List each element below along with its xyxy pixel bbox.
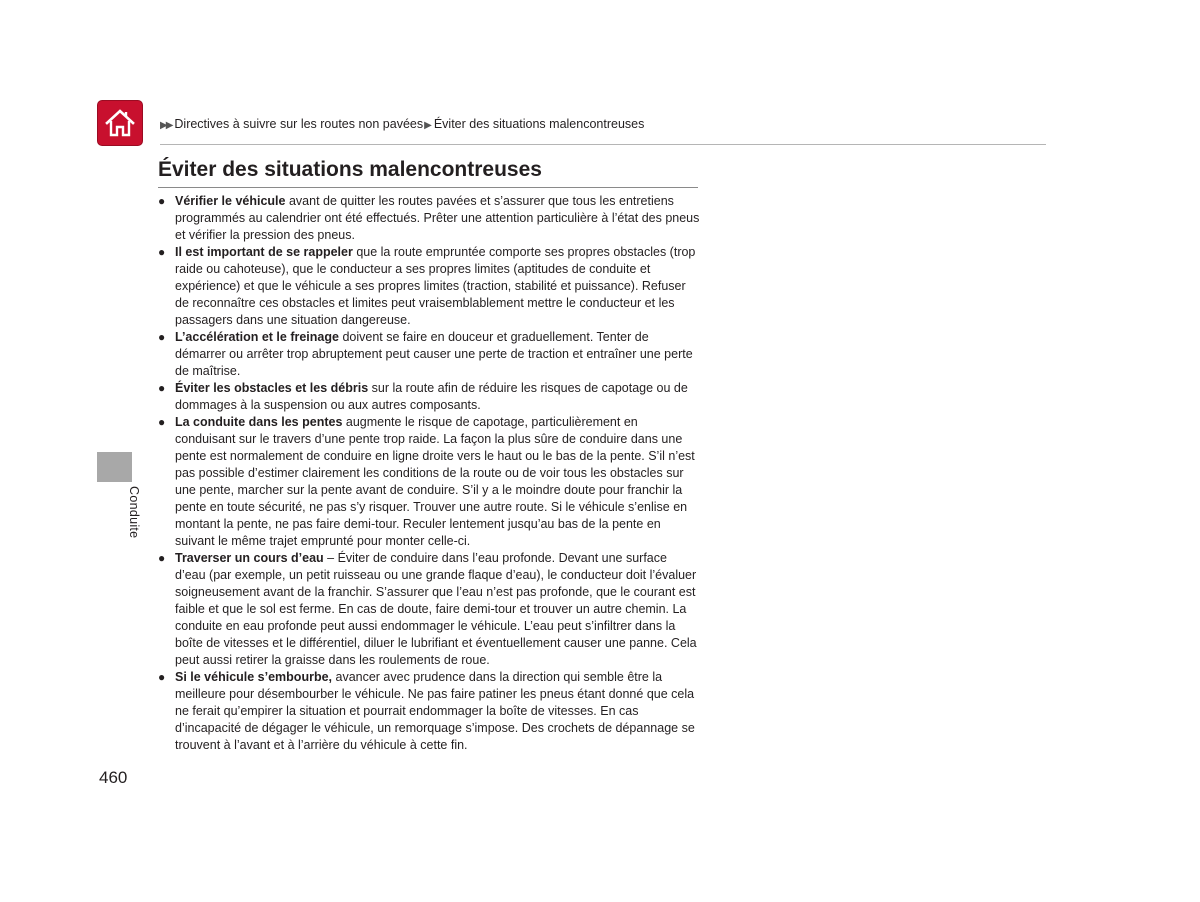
breadcrumb-parent-link[interactable]: Directives à suivre sur les routes non pavées [174,117,424,131]
header-divider [160,144,1046,145]
list-item-text: augmente le risque de capotage, particulièrement en conduisant sur le travers d’une pente trop raide. La façon la plus sûre de conduire dans une pente est normalement de conduire en ligne droite vers le haut ou le bas de la pente. S’il n’est pas possible d’estimer clairement les conditions de la route ou de voir tous les obstacles sur une pente, marcher sur la pente avant de conduire. S’il y a le moindre doute pour franchir la pente en toute sécurité, ne pas s’y risquer. Trouver une autre route. Si le véhicule s’enlise en montant la pente, ne pas faire demi-tour. Reculer lentement jusqu’au bas de la pente en suivant le même trajet emprunté pour monter celle-ci. [175,415,695,548]
list-item [158,669,700,754]
list-item-lead: Vérifier le véhicule [175,194,286,208]
home-button[interactable] [97,100,143,146]
list-item-lead: Si le véhicule s’embourbe, [175,670,333,684]
breadcrumb-arrow-icon: ▶▶ [160,120,172,131]
title-divider [158,187,698,188]
section-tab[interactable] [97,452,132,482]
bullet-icon: ● [158,194,166,208]
list-item-text: avant de quitter les routes pavées et s’assurer que tous les entretiens programmés au calendrier ont été effectués. Prêter une attention particulière à l’état des pneus et vérifier la pression des pneus. [175,194,700,242]
bullet-icon: ● [158,245,166,259]
bullet-icon: ● [158,551,166,565]
bullet-icon: ● [158,381,166,395]
list-item-lead: Traverser un cours d’eau [175,551,324,565]
list-item-text: doivent se faire en douceur et graduellement. Tenter de démarrer ou arrêter trop abruptement peut causer une perte de traction et entraîner une perte de maîtrise. [175,330,693,378]
breadcrumb-current[interactable]: Éviter des situations malencontreuses [433,117,645,131]
list-item-text: que la route empruntée comporte ses propres obstacles (trop raide ou cahoteuse), que le conducteur a ses propres limites (aptitudes de conduite et expérience) et que le véhicule a ses propres limites (traction, stabilité et puissance). Refuser de reconnaître ces obstacles et limites peut vraisemblablement mettre le conducteur et les passagers dans une situation dangereuse. [175,245,696,327]
list-item-text: avancer avec prudence dans la direction qui semble être la meilleure pour désembourber le véhicule. Ne pas faire patiner les pneus étant donné que cela ne ferait qu’empirer la situation et pourrait endommager la boîte de vitesses. En cas d’incapacité de dégager le véhicule, un remorquage s’impose. Des crochets de dépannage se trouvent à l’avant et à l’arrière du véhicule à cette fin. [175,670,695,752]
list-item [158,414,700,550]
home-icon [103,106,137,140]
bullet-icon: ● [158,330,166,344]
page-number: 460 [99,768,128,787]
bullet-icon: ● [158,670,166,684]
breadcrumb [160,117,644,131]
list-item [158,244,700,329]
content-body [158,193,700,754]
list-item-lead: Éviter les obstacles et les débris [175,381,369,395]
list-item [158,193,700,244]
page-title: Éviter des situations malencontreuses [158,158,542,181]
list-item-lead: L’accélération et le freinage [175,330,339,344]
list-item [158,550,700,669]
list-item-text: – Éviter de conduire dans l’eau profonde. Devant une surface d’eau (par exemple, un petit ruisseau ou une grande flaque d’eau), le conducteur doit l’évaluer soigneusement avant de la franchir. S’assurer que l’eau n’est pas profonde, que le courant est faible et que le sol est ferme. En cas de doute, faire demi-tour et trouver un autre chemin. La conduite en eau profonde peut aussi endommager le véhicule. L’eau peut s’infiltrer dans la boîte de vitesses et le différentiel, diluer le lubrifiant et éventuellement causer une panne. Cela peut aussi retirer la graisse dans les roulements de roue. [175,551,697,667]
breadcrumb-separator-icon: ▶ [424,120,432,131]
list-item-text: sur la route afin de réduire les risques de capotage ou de dommages à la suspension ou aux autres composants. [175,381,688,412]
bullet-icon: ● [158,415,166,429]
section-label: Conduite [127,486,141,539]
list-item-lead: Il est important de se rappeler [175,245,353,259]
list-item-lead: La conduite dans les pentes [175,415,343,429]
list-item [158,329,700,380]
list-item [158,380,700,414]
